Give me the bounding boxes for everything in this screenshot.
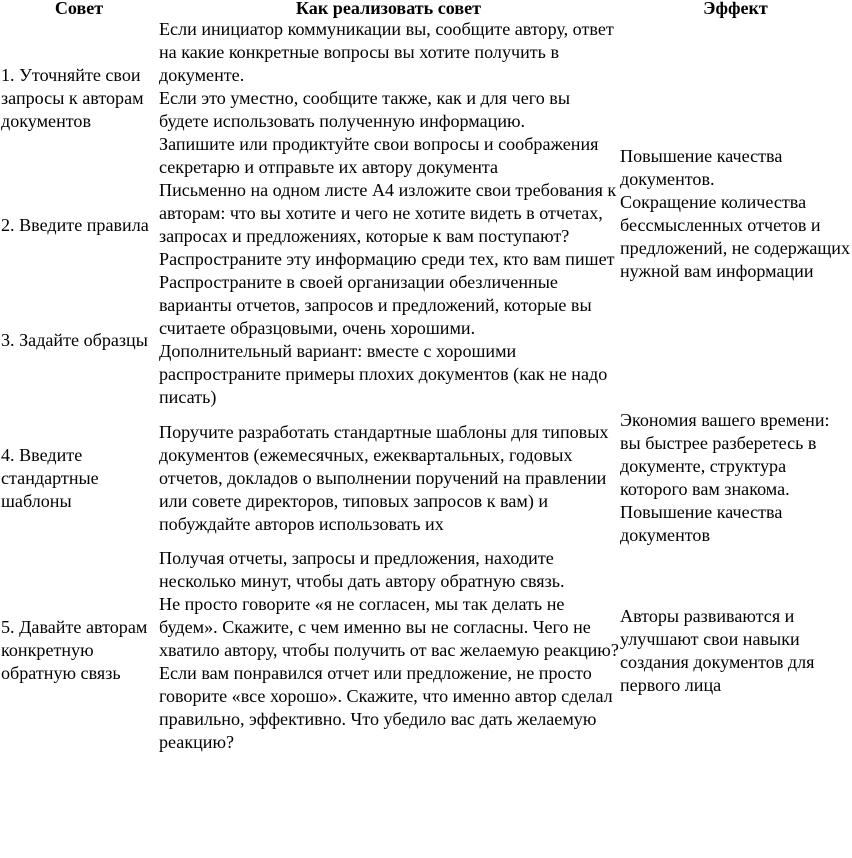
effect-cell [619,409,852,547]
how-paragraph: Если вам понравился отчет или предложение, не просто говорите «все хорошо». Скажите, что именно автор сделал правильно, эффективно. Что убедило вас дать желаемую реакцию? [159,663,613,752]
how-paragraph: Запишите или продиктуйте свои вопросы и соображения секретарю и отправьте их автору документа [159,134,599,177]
effect-paragraph: Повышение качества документов [620,502,783,545]
tip-cell: 3. Задайте образцы [1,329,148,350]
header-tip: Совет [54,0,104,18]
how-cell [158,18,619,179]
how-paragraph: Письменно на одном листе А4 изложите свои требования к авторам: что вы хотите и чего не хотите видеть в отчетах, запросах и предложениях, которые к вам поступают? [159,180,617,246]
how-paragraph: Распространите эту информацию среди тех, кто вам пишет [159,249,615,269]
how-paragraph: Не просто говорите «я не согласен, мы так делать не будем». Скажите, с чем именно вы не согласны. Чего не хватило автору, чтобы получить от вас желаемую реакцию? [159,594,619,660]
how-cell [158,409,619,547]
table-row [0,547,852,754]
table-row [0,409,852,547]
tip-cell: 5. Давайте авторам конкретную обратную связь [1,617,148,683]
header-effect: Эффект [703,0,768,18]
how-cell [158,271,619,409]
table-row [0,18,852,179]
tip-cell: 4. Введите стандартные шаблоны [1,444,99,511]
how-paragraph: Получая отчеты, запросы и предложения, находите несколько минут, чтобы дать автору обратную связь. [159,548,565,591]
effect-cell [619,547,852,754]
effect-paragraph: Повышение качества документов. [620,145,783,189]
effect-paragraph: Авторы развиваются и улучшают свои навыки создания документов для первого лица [620,605,815,695]
how-paragraph: Если инициатор коммуникации вы, сообщите автору, ответ на какие конкретные вопросы вы хотите получить в документе. [159,19,614,85]
how-cell [158,179,619,271]
how-paragraph: Если это уместно, сообщите также, как и для чего вы будете использовать полученную информацию. [159,88,570,131]
tip-cell: 1. Уточняйте свои запросы к авторам документов [1,65,144,131]
table-header-row [0,0,852,18]
how-cell [158,547,619,754]
effect-paragraph: Сокращение количества бессмысленных отчетов и предложений, не содержащих нужной вам информации [620,191,851,281]
header-how: Как реализовать совет [295,0,482,18]
effect-cell [619,18,852,409]
effect-paragraph: Экономия вашего времени: вы быстрее разберетесь в документе, структура которого вам знакома. [620,410,830,499]
tip-cell: 2. Введите правила [1,214,149,235]
how-paragraph: Распространите в своей организации обезличенные варианты отчетов, запросов и предложений, которые вы считаете образцовыми, очень хорошими. [159,272,592,338]
how-paragraph: Дополнительный вариант: вместе с хорошими распространите примеры плохих документов (как не надо писать) [159,341,608,407]
how-paragraph: Поручите разработать стандартные шаблоны для типовых документов (ежемесячных, ежеквартальных, годовых отчетов, докладов о выполнении поручений на правлении или совете директоров, типовых запросов к вам) и побуждайте авторов использовать их [159,421,609,534]
